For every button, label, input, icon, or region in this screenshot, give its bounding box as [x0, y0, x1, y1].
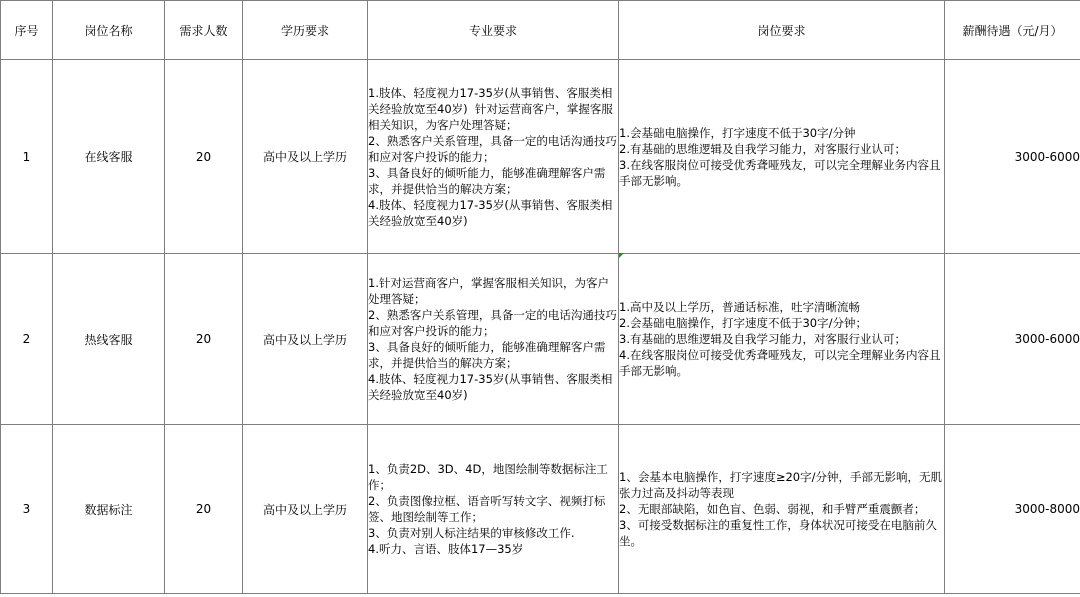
row-no: 2 — [1, 254, 53, 425]
row-duties: 1.会基础电脑操作，打字速度不低于30字/分钟 2.有基础的思维逻辑及自我学习能力，对客服行业认可； 3.在线客服岗位可接受优秀聋哑残友，可以完全理解业务内容且手部无影响。 — [619, 125, 941, 188]
row-salary: 3000-6000 — [945, 254, 1080, 425]
row-count: 20 — [165, 60, 243, 254]
row-no: 1 — [1, 60, 53, 254]
row-duties: 1、会基本电脑操作，打字速度≥20字/分钟，手部无影响，无肌张力过高及抖动等表现 2、无眼部缺陷，如色盲、色弱、弱视，和手臂严重震颤者； 3、可接受数据标注的重复性工作，身体状况可接受在电脑前久坐。 — [619, 470, 942, 548]
row-count: 20 — [165, 254, 243, 425]
row-major-cell — [368, 60, 619, 254]
header-title: 岗位名称 — [53, 1, 165, 60]
row-duties-cell — [619, 425, 945, 594]
header-education: 学历要求 — [243, 1, 368, 60]
row-education: 高中及以上学历 — [243, 254, 368, 425]
row-major-cell — [368, 254, 619, 425]
cell-comment-marker — [619, 253, 624, 258]
row-title: 在线客服 — [53, 60, 165, 254]
row-major: 1.肢体、轻度视力17-35岁(从事销售、客服类相关经验放宽至40岁) 针对运营商客户，掌握客服相关知识，为客户处理答疑； 2、熟悉客户关系管理，具备一定的电话沟通技巧和应对客户投诉的能力； 3、具备良好的倾听能力，能够准确理解客户需求，并提供恰当的解决方案； 4.肢体、轻度视力17-35岁(从事销售、客服类相关经验放宽至40岁) — [368, 85, 617, 228]
row-count: 20 — [165, 425, 243, 594]
header-major: 专业要求 — [368, 1, 619, 60]
header-duties: 岗位要求 — [619, 1, 945, 60]
table-row — [1, 254, 1080, 425]
table-row — [1, 60, 1080, 254]
row-major: 1、负责2D、3D、4D，地图绘制等数据标注工作； 2、负责图像拉框、语音听写转文字、视频打标签、地图绘制等工作； 3、负责对别人标注结果的审核修改工作. 4.听力、言语、肢体17—35岁 — [368, 462, 608, 556]
row-title: 热线客服 — [53, 254, 165, 425]
row-duties-cell — [619, 60, 945, 254]
header-no: 序号 — [1, 1, 53, 60]
row-title: 数据标注 — [53, 425, 165, 594]
row-no: 3 — [1, 425, 53, 594]
row-education: 高中及以上学历 — [243, 425, 368, 594]
row-duties: 1.高中及以上学历，普通话标准，吐字清晰流畅 2.会基础电脑操作，打字速度不低于30字/分钟； 3.有基础的思维逻辑及自我学习能力，对客服行业认可； 4.在线客服岗位可接受优秀聋哑残友，可以完全理解业务内容且手部无影响。 — [619, 300, 941, 378]
row-education: 高中及以上学历 — [243, 60, 368, 254]
row-major-cell — [368, 425, 619, 594]
row-major: 1.针对运营商客户，掌握客服相关知识，为客户处理答疑； 2、熟悉客户关系管理，具备一定的电话沟通技巧和应对客户投诉的能力； 3、具备良好的倾听能力，能够准确理解客户需求，并提供恰当的解决方案； 4.肢体、轻度视力17-35岁(从事销售、客服类相关经验放宽至40岁) — [368, 276, 617, 402]
row-salary: 3000-6000 — [945, 60, 1080, 254]
header-row — [1, 1, 1080, 60]
header-count: 需求人数 — [165, 1, 243, 60]
table-row — [1, 425, 1080, 594]
row-salary: 3000-8000 — [945, 425, 1080, 594]
header-salary: 薪酬待遇（元/月） — [945, 1, 1080, 60]
row-duties-cell — [619, 254, 945, 425]
